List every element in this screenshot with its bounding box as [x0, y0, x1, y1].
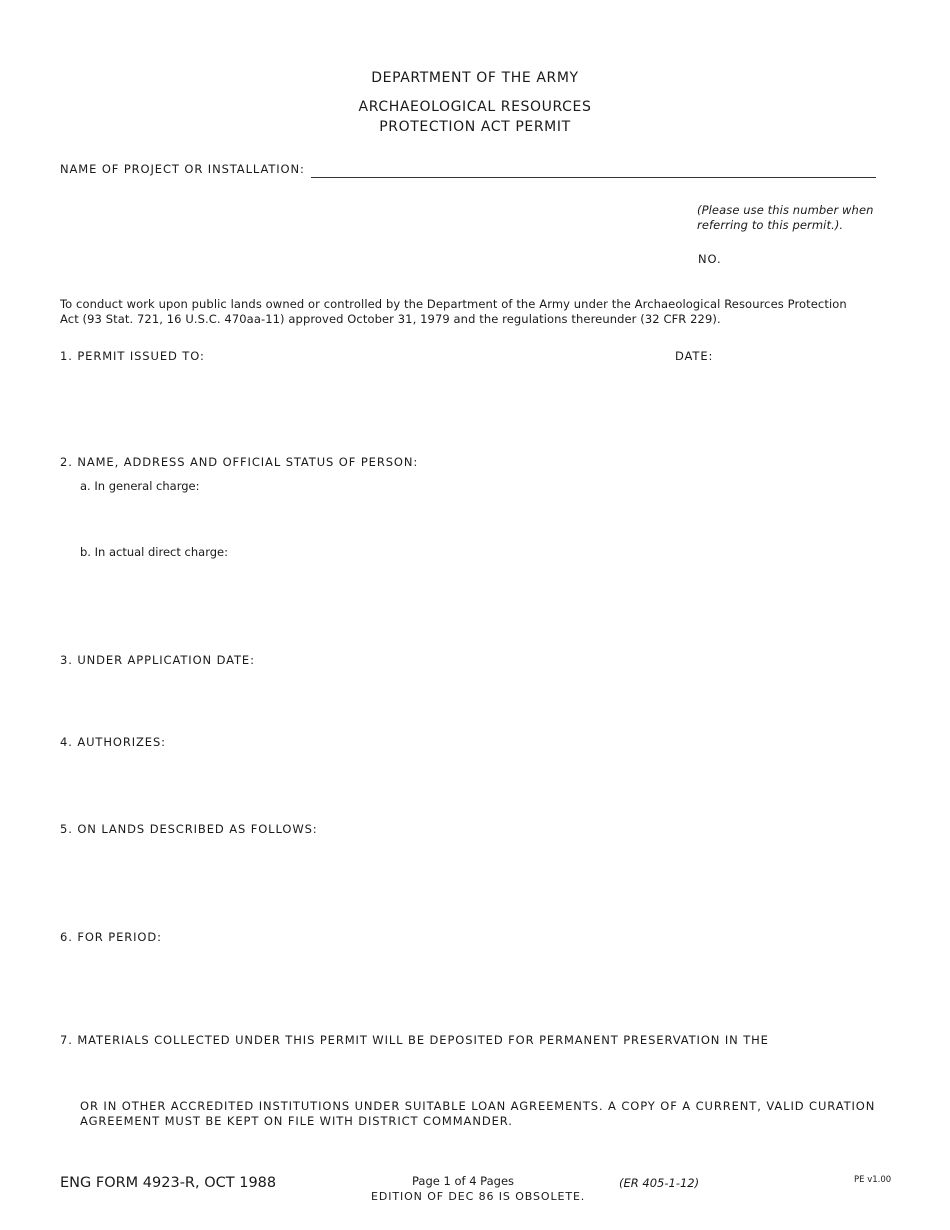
general-charge-label: a. In general charge: [80, 479, 200, 493]
application-date-label: 3. UNDER APPLICATION DATE: [60, 653, 255, 667]
person-status-label: 2. NAME, ADDRESS AND OFFICIAL STATUS OF PERSON: [60, 455, 419, 469]
form-number: ENG FORM 4923-R, OCT 1988 [60, 1175, 277, 1191]
form-title-line2: PROTECTION ACT PERMIT [379, 119, 571, 135]
authorizes-label: 4. AUTHORIZES: [60, 735, 166, 749]
lands-described-label: 5. ON LANDS DESCRIBED AS FOLLOWS: [60, 822, 318, 836]
direct-charge-label: b. In actual direct charge: [80, 545, 228, 559]
department-heading: DEPARTMENT OF THE ARMY [371, 70, 579, 86]
intro-text-line1: To conduct work upon public lands owned or controlled by the Department of the Army under the Archaeological Resources Protection [60, 297, 847, 311]
date-label: DATE: [675, 349, 714, 363]
permit-number-note-line1: (Please use this number when [697, 203, 874, 217]
period-label: 6. FOR PERIOD: [60, 930, 162, 944]
permit-number-note-line2: referring to this permit.). [697, 218, 844, 232]
materials-deposit-label: 7. MATERIALS COLLECTED UNDER THIS PERMIT WILL BE DEPOSITED FOR PERMANENT PRESERVATION IN THE [60, 1033, 769, 1047]
permit-issued-to-label: 1. PERMIT ISSUED TO: [60, 349, 205, 363]
project-name-field[interactable] [311, 177, 876, 178]
regulation-reference: (ER 405-1-12) [619, 1176, 700, 1190]
project-name-label: NAME OF PROJECT OR INSTALLATION: [60, 162, 305, 176]
curation-agreement-line2: AGREEMENT MUST BE KEPT ON FILE WITH DISTRICT COMMANDER. [80, 1114, 513, 1128]
version-label: PE v1.00 [854, 1175, 892, 1185]
edition-note: EDITION OF DEC 86 IS OBSOLETE. [371, 1190, 586, 1203]
form-title-line1: ARCHAEOLOGICAL RESOURCES [358, 99, 592, 115]
intro-text-line2: Act (93 Stat. 721, 16 U.S.C. 470aa-11) approved October 31, 1979 and the regulations thereunder (32 CFR 229). [60, 312, 721, 326]
page-indicator: Page 1 of 4 Pages [412, 1174, 515, 1188]
permit-number-label: NO. [698, 252, 722, 266]
curation-agreement-line1: OR IN OTHER ACCREDITED INSTITUTIONS UNDER SUITABLE LOAN AGREEMENTS. A COPY OF A CURRENT, VALID CURATION [80, 1099, 876, 1113]
